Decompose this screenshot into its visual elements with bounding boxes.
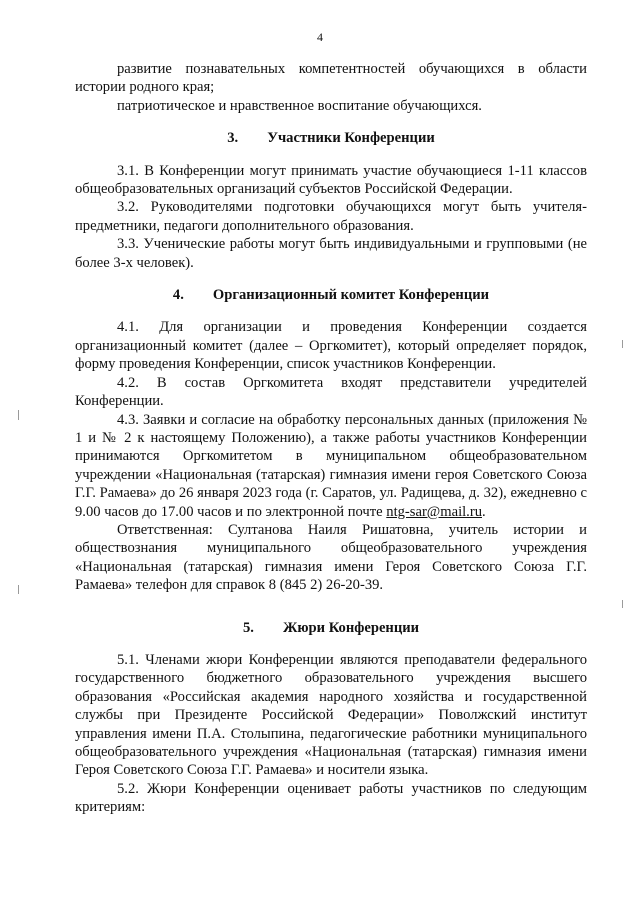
section-title: Участники Конференции bbox=[267, 130, 435, 147]
section-heading-5 bbox=[75, 619, 587, 637]
page-number: 4 bbox=[317, 30, 323, 44]
paragraph: 3.3. Ученические работы могут быть индивидуальными и групповыми (не более 3-х человек). bbox=[75, 236, 587, 271]
email-link[interactable]: ntg-sar@mail.ru bbox=[386, 503, 482, 520]
section-heading-3 bbox=[75, 129, 587, 147]
paragraph: 5.2. Жюри Конференции оценивает работы участников по следующим критериям: bbox=[75, 780, 587, 816]
section-number: 5. bbox=[242, 619, 254, 636]
paragraph: 4.2. В состав Оргкомитета входят представители учредителей Конференции. bbox=[75, 374, 587, 410]
paragraph bbox=[75, 411, 587, 521]
paragraph-text: 4.3. Заявки и согласие на обработку персональных данных (приложения № 1 и № 2 к настоящему Положению), а также работы участников Конференции принимаются Оргкомитетом в муниципальном общеобразовательном учреждении «Национальная (татарская) гимназия имени героя Советского Союза Г.Г. Рамаева» до 26 января 2023 года (г. Саратов, ул. Радищева, д. 32), ежедневно с 9.00 часов до 17.00 часов и по электронной почте bbox=[75, 411, 587, 520]
section-number: 3. bbox=[227, 130, 239, 147]
section-title: Организационный комитет Конференции bbox=[212, 287, 490, 304]
scan-margin-mark bbox=[18, 585, 19, 594]
section-number: 4. bbox=[172, 287, 184, 304]
paragraph-text: . bbox=[482, 503, 486, 520]
paragraph: 3.2. Руководителями подготовки обучающихся могут быть учителя-предметники, педагоги дополнительного образования. bbox=[75, 199, 587, 234]
scan-margin-mark bbox=[18, 410, 19, 420]
scan-margin-mark bbox=[622, 340, 623, 348]
paragraph: патриотическое и нравственное воспитание обучающихся. bbox=[117, 97, 482, 114]
section-title: Жюри Конференции bbox=[282, 619, 420, 636]
section-heading-4 bbox=[75, 286, 587, 304]
paragraph: 3.1. В Конференции могут принимать участие обучающиеся 1-11 классов общеобразовательных организаций субъектов Российской Федерации. bbox=[75, 162, 587, 198]
paragraph: 5.1. Членами жюри Конференции являются преподаватели федерального государственного бюджетного образовательного учреждения высшего образования «Российская академия народного хозяйства и государственной службы при Президенте Российской Федерации» Поволжский институт управления имени П.А. Столыпина, педагогические работники муниципального общеобразовательного учреждения «Национальная (татарская) гимназия имени Героя Советского Союза Г.Г. Рамаева» и носители языка. bbox=[75, 651, 587, 779]
paragraph: Ответственная: Султанова Наиля Ришатовна, учитель истории и обществознания муниципального общеобразовательного учреждения «Национальная (татарская) гимназия имени Героя Советского Союза Г.Г. Рамаева» телефон для справок 8 (845 2) 26-20-39. bbox=[75, 521, 587, 594]
document-body bbox=[75, 60, 587, 817]
paragraph: развитие познавательных компетентностей обучающихся в области истории родного края; bbox=[75, 61, 587, 96]
paragraph: 4.1. Для организации и проведения Конференции создается организационный комитет (далее – Оргкомитет), который определяет порядок, форму проведения Конференции, список участников Конференции. bbox=[75, 319, 587, 373]
scan-margin-mark bbox=[622, 600, 623, 608]
